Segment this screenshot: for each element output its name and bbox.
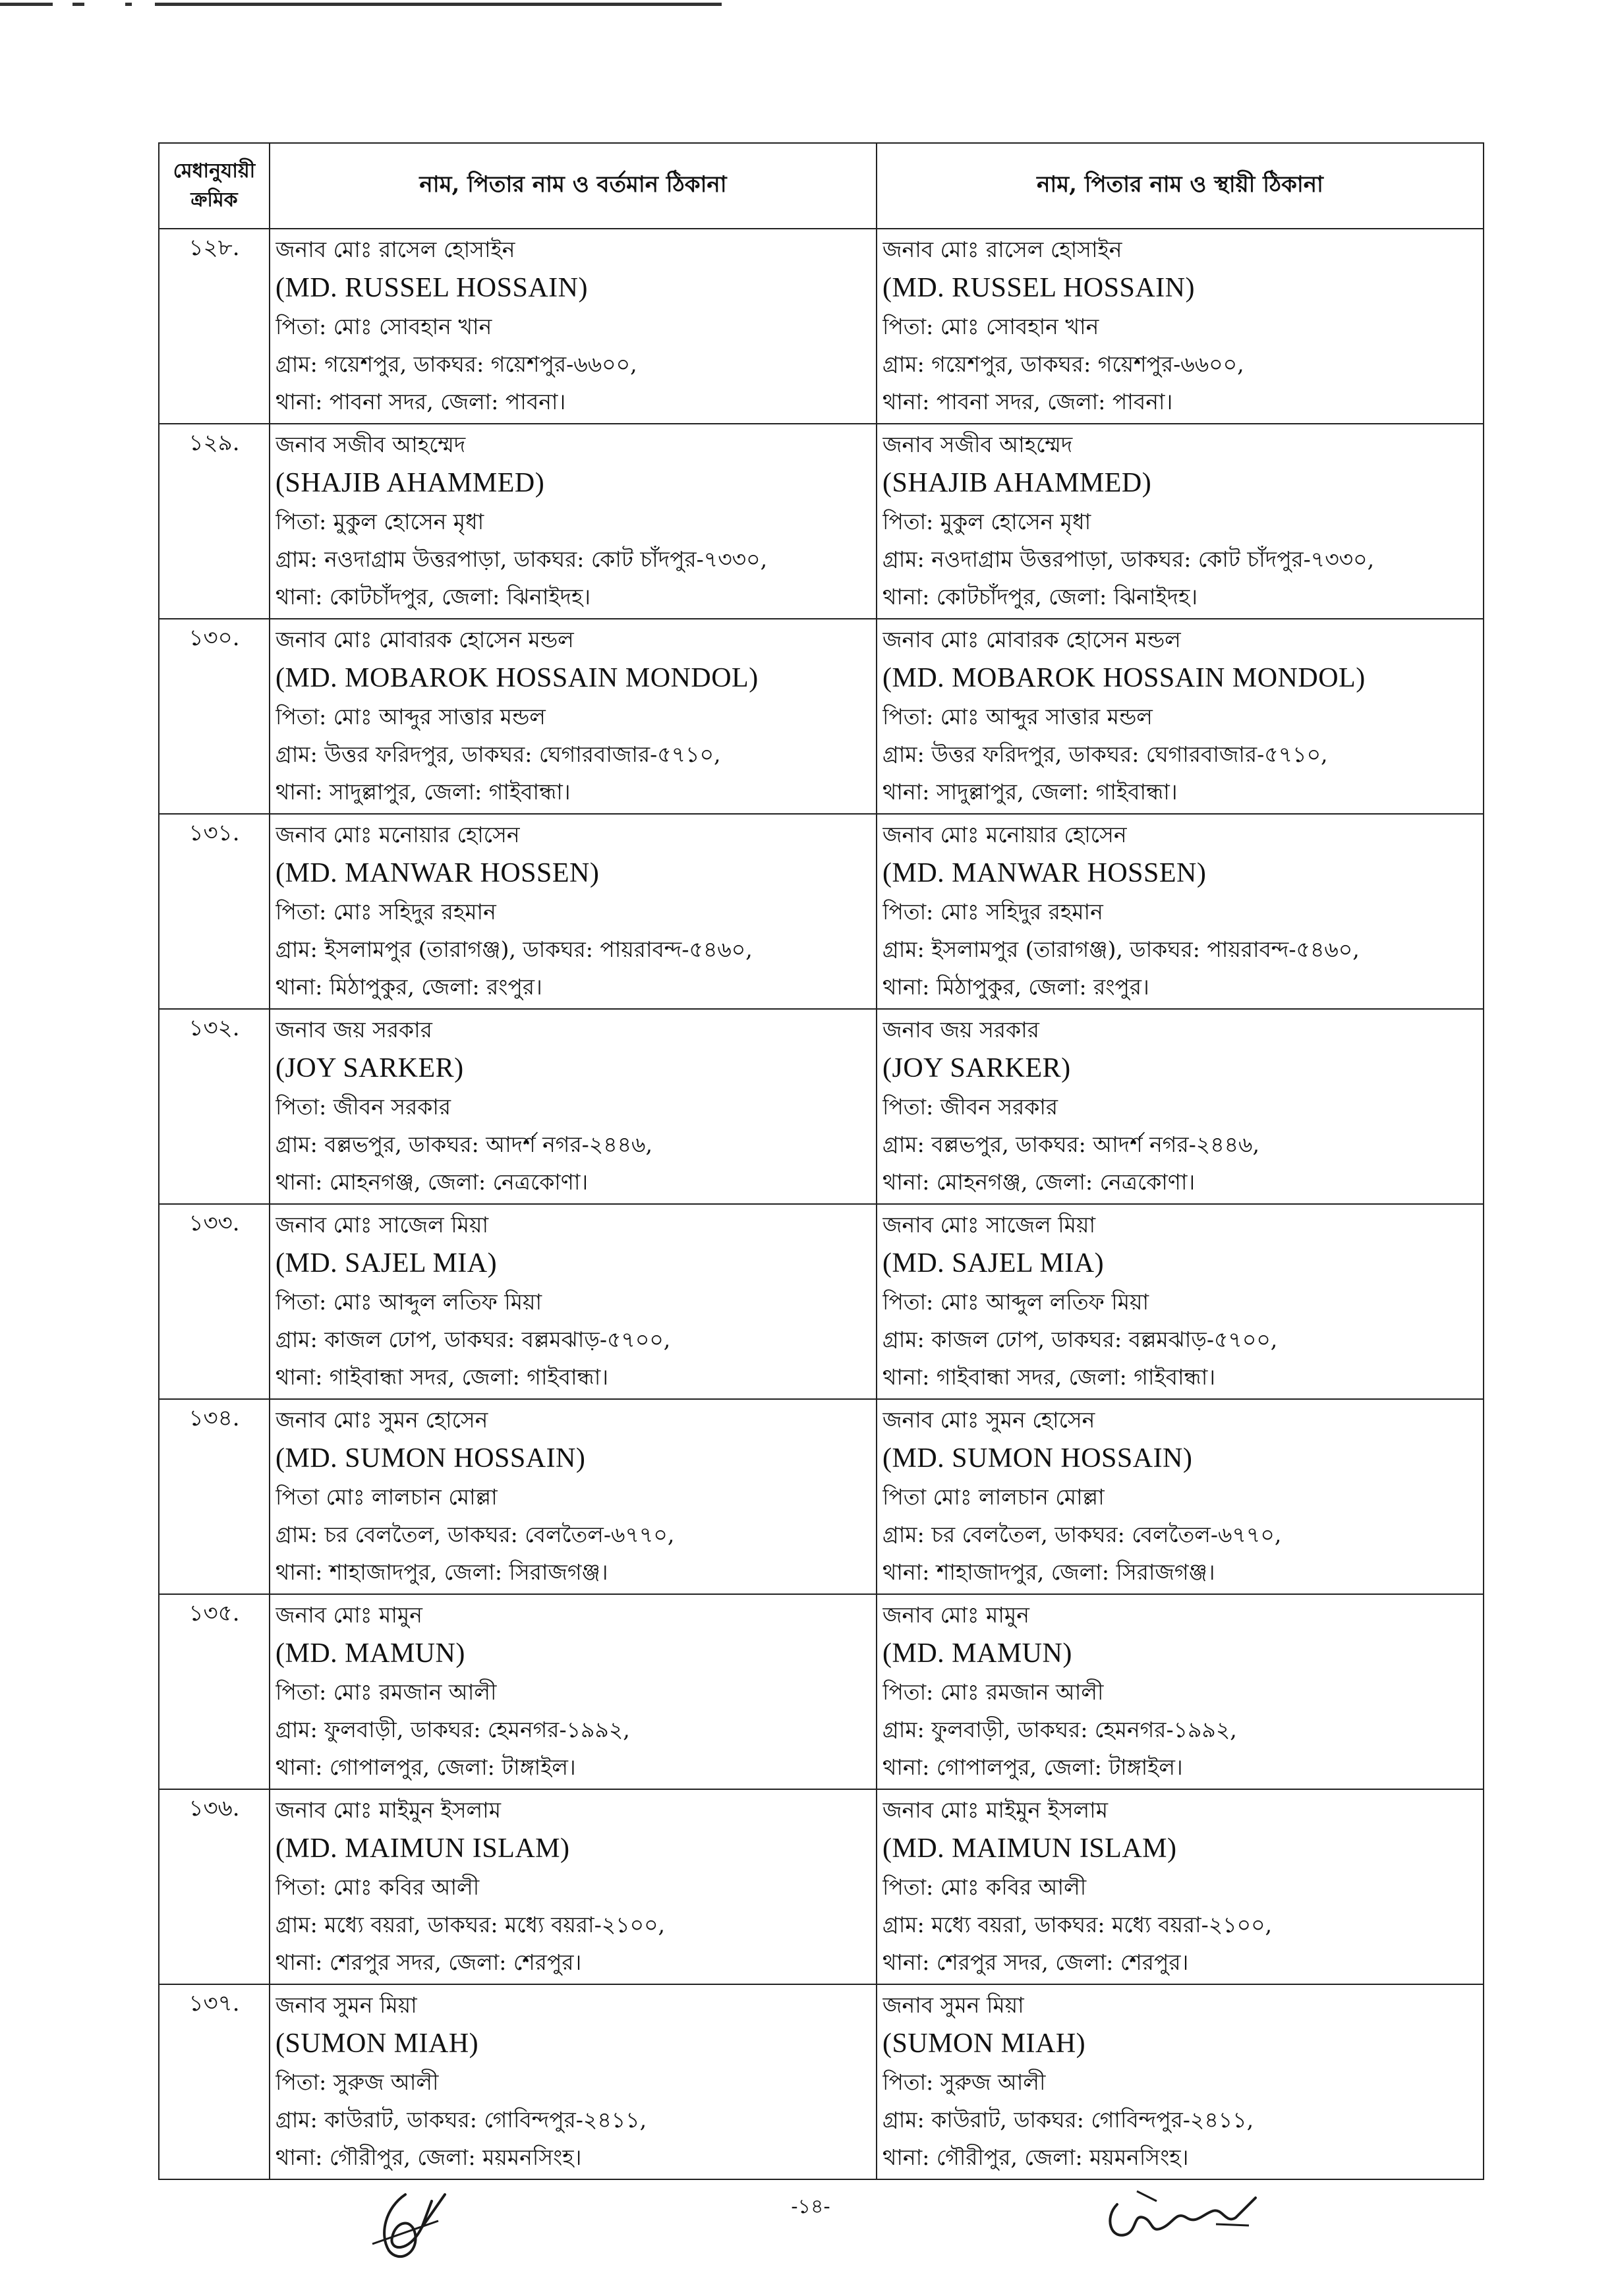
present-address-cell bbox=[270, 1789, 877, 1984]
name-en: (MD. RUSSEL HOSSAIN) bbox=[882, 273, 1195, 303]
name-bn: জনাব মোঃ মামুন bbox=[882, 1602, 1029, 1628]
serial-number: ১৩৫. bbox=[159, 1594, 270, 1789]
father-name: পিতা: মোঃ কবির আলী bbox=[275, 1874, 480, 1900]
father-name: পিতা: মুকুল হোসেন মৃধা bbox=[275, 509, 484, 534]
name-bn: জনাব মোঃ মোবারক হোসেন মন্ডল bbox=[275, 627, 574, 652]
present-address-cell bbox=[270, 1009, 877, 1204]
serial-number: ১৩৩. bbox=[159, 1204, 270, 1399]
permanent-address-cell bbox=[877, 424, 1484, 619]
village-post-office: গ্রাম: উত্তর ফরিদপুর, ডাকঘর: ঘেগারবাজার-৫৭১০, bbox=[882, 741, 1328, 767]
name-bn: জনাব মোঃ সুমন হোসেন bbox=[275, 1407, 488, 1433]
table-row bbox=[159, 619, 1484, 814]
thana-district: থানা: গাইবান্ধা সদর, জেলা: গাইবান্ধা। bbox=[882, 1364, 1216, 1390]
present-address-cell bbox=[270, 814, 877, 1009]
name-en: (SUMON MIAH) bbox=[275, 2028, 479, 2059]
village-post-office: গ্রাম: গয়েশপুর, ডাকঘর: গয়েশপুর-৬৬০০, bbox=[882, 351, 1244, 377]
father-name: পিতা: জীবন সরকার bbox=[882, 1094, 1058, 1120]
thana-district: থানা: শাহাজাদপুর, জেলা: সিরাজগঞ্জ। bbox=[882, 1559, 1215, 1585]
serial-number: ১২৯. bbox=[159, 424, 270, 619]
name-en: (JOY SARKER) bbox=[882, 1053, 1071, 1083]
name-bn: জনাব মোঃ সাজেল মিয়া bbox=[275, 1212, 489, 1238]
serial-number: ১৩৭. bbox=[159, 1984, 270, 2179]
thana-district: থানা: গাইবান্ধা সদর, জেলা: গাইবান্ধা। bbox=[275, 1364, 609, 1390]
table-row bbox=[159, 424, 1484, 619]
name-en: (MD. MANWAR HOSSEN) bbox=[275, 858, 600, 888]
serial-number: ১৩৬. bbox=[159, 1789, 270, 1984]
thana-district: থানা: সাদুল্লাপুর, জেলা: গাইবান্ধা। bbox=[275, 779, 571, 805]
name-bn: জনাব সজীব আহম্মেদ bbox=[882, 432, 1073, 457]
village-post-office: গ্রাম: চর বেলতৈল, ডাকঘর: বেলতৈল-৬৭৭০, bbox=[882, 1522, 1282, 1547]
village-post-office: গ্রাম: কাজল ঢোপ, ডাকঘর: বল্লমঝাড়-৫৭০০, bbox=[275, 1327, 671, 1352]
serial-number: ১৩১. bbox=[159, 814, 270, 1009]
name-en: (MD. SAJEL MIA) bbox=[275, 1248, 498, 1278]
table-row bbox=[159, 1984, 1484, 2179]
name-en: (MD. SUMON HOSSAIN) bbox=[882, 1443, 1193, 1474]
father-name: পিতা: মুকুল হোসেন মৃধা bbox=[882, 509, 1091, 534]
thana-district: থানা: কোটচাঁদপুর, জেলা: ঝিনাইদহ। bbox=[275, 584, 591, 610]
father-name: পিতা: মোঃ আব্দুর সাত্তার মন্ডল bbox=[882, 704, 1153, 730]
village-post-office: গ্রাম: উত্তর ফরিদপুর, ডাকঘর: ঘেগারবাজার-৫৭১০, bbox=[275, 741, 721, 767]
name-bn: জনাব মোঃ মনোয়ার হোসেন bbox=[882, 822, 1127, 847]
present-address-cell bbox=[270, 1594, 877, 1789]
name-bn: জনাব সুমন মিয়া bbox=[882, 1992, 1024, 2018]
thana-district: থানা: শেরপুর সদর, জেলা: শেরপুর। bbox=[882, 1949, 1189, 1975]
father-name: পিতা: সুরুজ আলী bbox=[882, 2069, 1046, 2095]
thana-district: থানা: শেরপুর সদর, জেলা: শেরপুর। bbox=[275, 1949, 582, 1975]
present-address-cell bbox=[270, 1399, 877, 1594]
father-name: পিতা: মোঃ আব্দুল লতিফ মিয়া bbox=[882, 1289, 1149, 1315]
serial-number: ১২৮. bbox=[159, 229, 270, 424]
village-post-office: গ্রাম: বল্লভপুর, ডাকঘর: আদর্শ নগর-২৪৪৬, bbox=[882, 1132, 1259, 1157]
name-bn: জনাব জয় সরকার bbox=[882, 1017, 1039, 1043]
permanent-address-cell bbox=[877, 814, 1484, 1009]
thana-district: থানা: মোহনগঞ্জ, জেলা: নেত্রকোণা। bbox=[882, 1169, 1196, 1195]
village-post-office: গ্রাম: ফুলবাড়ী, ডাকঘর: হেমনগর-১৯৯২, bbox=[275, 1717, 630, 1742]
village-post-office: গ্রাম: গয়েশপুর, ডাকঘর: গয়েশপুর-৬৬০০, bbox=[275, 351, 637, 377]
name-en: (MD. MAIMUN ISLAM) bbox=[275, 1833, 570, 1864]
name-en: (MD. MOBAROK HOSSAIN MONDOL) bbox=[275, 663, 759, 693]
father-name: পিতা: মোঃ সোবহান খান bbox=[882, 314, 1099, 339]
serial-number: ১৩০. bbox=[159, 619, 270, 814]
page-number: -১৪- bbox=[791, 2195, 830, 2218]
name-bn: জনাব জয় সরকার bbox=[275, 1017, 432, 1043]
present-address-cell bbox=[270, 229, 877, 424]
name-en: (JOY SARKER) bbox=[275, 1053, 464, 1083]
thana-district: থানা: কোটচাঁদপুর, জেলা: ঝিনাইদহ। bbox=[882, 584, 1198, 610]
scan-artifact bbox=[0, 0, 725, 9]
village-post-office: গ্রাম: নওদাগ্রাম উত্তরপাড়া, ডাকঘর: কোট চাঁদপুর-৭৩৩০, bbox=[882, 546, 1375, 572]
thana-district: থানা: পাবনা সদর, জেলা: পাবনা। bbox=[275, 389, 566, 415]
father-name: পিতা: জীবন সরকার bbox=[275, 1094, 451, 1120]
village-post-office: গ্রাম: ইসলামপুর (তারাগঞ্জ), ডাকঘর: পায়রাবন্দ-৫৪৬০, bbox=[275, 936, 753, 962]
name-bn: জনাব মোঃ সাজেল মিয়া bbox=[882, 1212, 1096, 1238]
village-post-office: গ্রাম: কাউরাট, ডাকঘর: গোবিন্দপুর-২৪১১, bbox=[882, 2107, 1254, 2133]
permanent-address-cell bbox=[877, 229, 1484, 424]
serial-column-header: মেধানুযায়ী ক্রমিক bbox=[159, 143, 270, 229]
present-address-cell bbox=[270, 619, 877, 814]
father-name: পিতা: মোঃ আব্দুর সাত্তার মন্ডল bbox=[275, 704, 546, 730]
serial-number: ১৩২. bbox=[159, 1009, 270, 1204]
present-address-cell bbox=[270, 1204, 877, 1399]
table-row bbox=[159, 814, 1484, 1009]
thana-district: থানা: গৌরীপুর, জেলা: ময়মনসিংহ। bbox=[882, 2144, 1189, 2170]
name-en: (SUMON MIAH) bbox=[882, 2028, 1086, 2059]
name-bn: জনাব মোঃ রাসেল হোসাইন bbox=[275, 237, 515, 262]
permanent-address-cell bbox=[877, 1009, 1484, 1204]
father-name: পিতা: মোঃ সহিদুর রহমান bbox=[275, 899, 496, 925]
village-post-office: গ্রাম: নওদাগ্রাম উত্তরপাড়া, ডাকঘর: কোট চাঁদপুর-৭৩৩০, bbox=[275, 546, 768, 572]
name-en: (MD. SUMON HOSSAIN) bbox=[275, 1443, 586, 1474]
thana-district: থানা: গৌরীপুর, জেলা: ময়মনসিংহ। bbox=[275, 2144, 582, 2170]
village-post-office: গ্রাম: মধ্যে বয়রা, ডাকঘর: মধ্যে বয়রা-২১০০, bbox=[882, 1912, 1273, 1937]
father-name: পিতা: মোঃ রমজান আলী bbox=[275, 1679, 497, 1705]
name-bn: জনাব মোঃ রাসেল হোসাইন bbox=[882, 237, 1122, 262]
permanent-address-cell bbox=[877, 1399, 1484, 1594]
name-en: (MD. SAJEL MIA) bbox=[882, 1248, 1105, 1278]
name-bn: জনাব মোঃ মাইমুন ইসলাম bbox=[275, 1797, 502, 1823]
name-en: (MD. MAMUN) bbox=[275, 1638, 465, 1669]
table-header-row bbox=[159, 143, 1484, 229]
name-en: (MD. MOBAROK HOSSAIN MONDOL) bbox=[882, 663, 1366, 693]
name-en: (MD. RUSSEL HOSSAIN) bbox=[275, 273, 588, 303]
table-row bbox=[159, 1789, 1484, 1984]
thana-district: থানা: শাহাজাদপুর, জেলা: সিরাজগঞ্জ। bbox=[275, 1559, 608, 1585]
village-post-office: গ্রাম: মধ্যে বয়রা, ডাকঘর: মধ্যে বয়রা-২১০০, bbox=[275, 1912, 666, 1937]
name-bn: জনাব মোঃ মোবারক হোসেন মন্ডল bbox=[882, 627, 1181, 652]
father-name: পিতা: সুরুজ আলী bbox=[275, 2069, 439, 2095]
thana-district: থানা: পাবনা সদর, জেলা: পাবনা। bbox=[882, 389, 1173, 415]
signature-right bbox=[1097, 2178, 1275, 2244]
name-bn: জনাব মোঃ মাইমুন ইসলাম bbox=[882, 1797, 1109, 1823]
name-en: (MD. MAMUN) bbox=[882, 1638, 1072, 1669]
table-row bbox=[159, 1399, 1484, 1594]
present-address-cell bbox=[270, 1984, 877, 2179]
name-en: (SHAJIB AHAMMED) bbox=[275, 468, 545, 498]
father-name: পিতা: মোঃ আব্দুল লতিফ মিয়া bbox=[275, 1289, 542, 1315]
father-name: পিতা: মোঃ সহিদুর রহমান bbox=[882, 899, 1103, 925]
thana-district: থানা: মোহনগঞ্জ, জেলা: নেত্রকোণা। bbox=[275, 1169, 589, 1195]
permanent-address-cell bbox=[877, 1789, 1484, 1984]
table-row bbox=[159, 229, 1484, 424]
father-name: পিতা মোঃ লালচান মোল্লা bbox=[882, 1484, 1105, 1510]
name-bn: জনাব মোঃ সুমন হোসেন bbox=[882, 1407, 1095, 1433]
father-name: পিতা: মোঃ কবির আলী bbox=[882, 1874, 1087, 1900]
father-name: পিতা মোঃ লালচান মোল্লা bbox=[275, 1484, 498, 1510]
father-name: পিতা: মোঃ রমজান আলী bbox=[882, 1679, 1104, 1705]
permanent-address-cell bbox=[877, 1204, 1484, 1399]
candidate-table bbox=[158, 142, 1484, 2180]
village-post-office: গ্রাম: কাজল ঢোপ, ডাকঘর: বল্লমঝাড়-৫৭০০, bbox=[882, 1327, 1278, 1352]
present-address-cell bbox=[270, 424, 877, 619]
table-row bbox=[159, 1009, 1484, 1204]
village-post-office: গ্রাম: চর বেলতৈল, ডাকঘর: বেলতৈল-৬৭৭০, bbox=[275, 1522, 675, 1547]
name-bn: জনাব মোঃ মামুন bbox=[275, 1602, 422, 1628]
name-en: (MD. MANWAR HOSSEN) bbox=[882, 858, 1207, 888]
serial-number: ১৩৪. bbox=[159, 1399, 270, 1594]
thana-district: থানা: মিঠাপুকুর, জেলা: রংপুর। bbox=[882, 974, 1149, 1000]
village-post-office: গ্রাম: বল্লভপুর, ডাকঘর: আদর্শ নগর-২৪৪৬, bbox=[275, 1132, 652, 1157]
village-post-office: গ্রাম: ফুলবাড়ী, ডাকঘর: হেমনগর-১৯৯২, bbox=[882, 1717, 1237, 1742]
table-row bbox=[159, 1594, 1484, 1789]
permanent-address-cell bbox=[877, 1594, 1484, 1789]
thana-district: থানা: গোপালপুর, জেলা: টাঙ্গাইল। bbox=[882, 1754, 1183, 1780]
name-bn: জনাব মোঃ মনোয়ার হোসেন bbox=[275, 822, 520, 847]
permanent-address-cell bbox=[877, 1984, 1484, 2179]
thana-district: থানা: সাদুল্লাপুর, জেলা: গাইবান্ধা। bbox=[882, 779, 1178, 805]
name-en: (SHAJIB AHAMMED) bbox=[882, 468, 1152, 498]
thana-district: থানা: গোপালপুর, জেলা: টাঙ্গাইল। bbox=[275, 1754, 576, 1780]
village-post-office: গ্রাম: ইসলামপুর (তারাগঞ্জ), ডাকঘর: পায়রাবন্দ-৫৪৬০, bbox=[882, 936, 1360, 962]
permanent-address-column-header: নাম, পিতার নাম ও স্থায়ী ঠিকানা bbox=[877, 143, 1484, 229]
name-bn: জনাব সজীব আহম্মেদ bbox=[275, 432, 466, 457]
present-address-column-header: নাম, পিতার নাম ও বর্তমান ঠিকানা bbox=[270, 143, 877, 229]
permanent-address-cell bbox=[877, 619, 1484, 814]
father-name: পিতা: মোঃ সোবহান খান bbox=[275, 314, 492, 339]
table-row bbox=[159, 1204, 1484, 1399]
name-bn: জনাব সুমন মিয়া bbox=[275, 1992, 417, 2018]
signature-left bbox=[359, 2181, 451, 2267]
thana-district: থানা: মিঠাপুকুর, জেলা: রংপুর। bbox=[275, 974, 542, 1000]
village-post-office: গ্রাম: কাউরাট, ডাকঘর: গোবিন্দপুর-২৪১১, bbox=[275, 2107, 647, 2133]
name-en: (MD. MAIMUN ISLAM) bbox=[882, 1833, 1177, 1864]
